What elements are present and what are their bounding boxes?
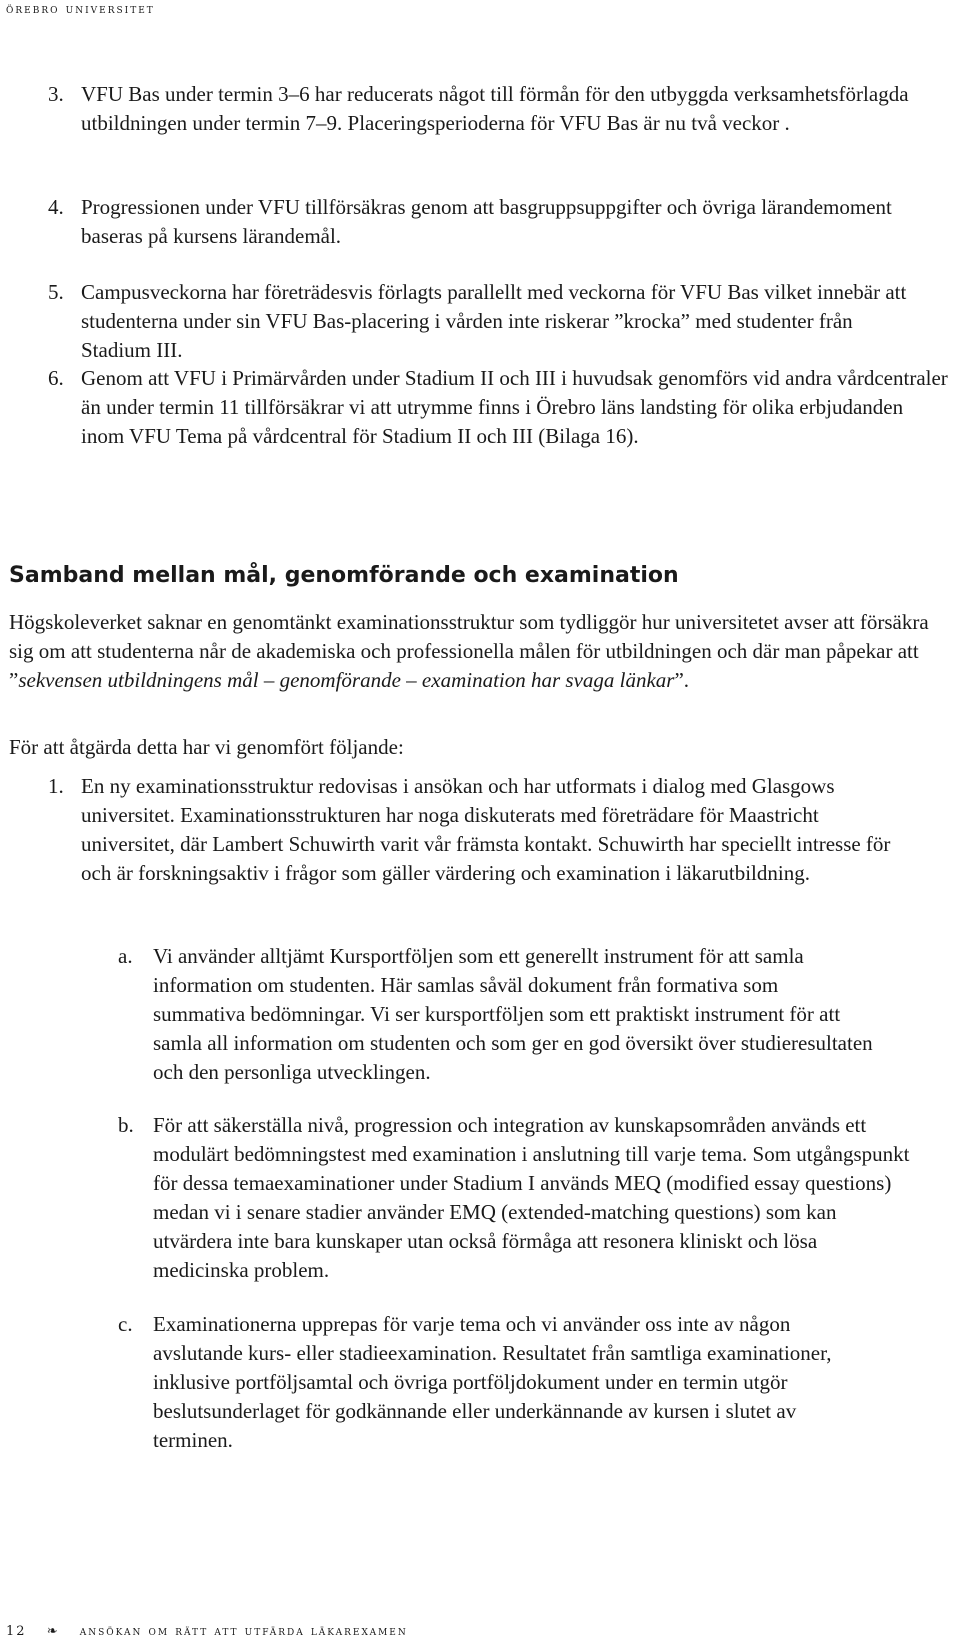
list-text: Campusveckorna har företrädesvis förlagts parallellt med veckorna för VFU Bas vilket innebär att studenterna under sin VFU Bas-placering i vården inte riskerar ”krocka” med studenter från Stadium III.: [81, 280, 907, 362]
running-header: örebro universitet: [6, 2, 155, 17]
list-text: En ny examinationsstruktur redovisas i ansökan och har utformats i dialog med Glasgows universitet. Examinationsstrukturen har noga diskuterats med företrädare för Maastricht universitet, där Lambert Schuwirth varit vår främsta kontakt. Schuwirth har speciellt intresse för och är forskningsaktiv i frågor som gäller värdering och examination i läkarutbildning.: [81, 774, 891, 885]
sub-list-text: För att säkerställa nivå, progression och integration av kunskapsområden används ett modulärt bedömningstest med examination i anslutning till varje tema. Som utgångspunkt för dessa temaexaminationer under Stadium I används MEQ (modified essay questions) medan vi i senare stadier använder EMQ (extended-matching questions) som kan utvärdera inte bara kunskaper utan också förmåga att resonera kliniskt och lösa medicinska problem.: [153, 1113, 910, 1282]
section-paragraph: För att åtgärda detta har vi genomfört följande:: [9, 735, 404, 759]
list-number: 6.: [48, 366, 64, 390]
list-number: 3.: [48, 82, 64, 106]
sub-list-letter: c.: [118, 1312, 133, 1336]
page-number: 12: [6, 1624, 27, 1639]
running-footer: [6, 1624, 422, 1639]
section-paragraph: [9, 608, 929, 695]
sub-list-text: Examinationerna upprepas för varje tema och vi använder oss inte av någon avslutande kurs- eller stadieexamination. Resultatet från samtliga examinationer, inklusive portföljsamtal och övriga portföljdokument under en termin utgör beslutsunderlaget för godkännande eller underkännande av kursen i slutet av terminen.: [153, 1312, 832, 1452]
paragraph-quote: sekvensen utbildningens mål – genomförande – examination har svaga länkar: [18, 668, 675, 692]
paragraph-text: Högskoleverket saknar en genomtänkt examinationsstruktur som tydliggör hur universitetet avser att försäkra sig om att studenterna når de akademiska och professionella målen för utbildningen och där man påpekar att ”: [9, 610, 929, 692]
sub-list-text: Vi använder alltjämt Kursportföljen som ett generellt instrument för att samla information om studenten. Här samlas såväl dokument från formativa som summativa bedömningar. Vi ser kursportföljen som ett praktiskt instrument för att samla all information om studenten och som ger en god översikt över studieresultaten och den personliga utvecklingen.: [153, 944, 873, 1084]
list-text: Progressionen under VFU tillförsäkras genom att basgruppsuppgifter och övriga lärandemoment baseras på kursens lärandemål.: [81, 195, 892, 248]
list-number: 1.: [48, 774, 64, 798]
paragraph-end: ”.: [674, 668, 690, 692]
list-number: 4.: [48, 195, 64, 219]
list-text: VFU Bas under termin 3–6 har reducerats något till förmån för den utbyggda verksamhetsförlagda utbildningen under termin 7–9. Placeringsperioderna för VFU Bas är nu två veckor .: [81, 82, 909, 135]
list-text: Genom att VFU i Primärvården under Stadium II och III i huvudsak genomförs vid andra vårdcentraler än under termin 11 tillförsäkrar vi att utrymme finns i Örebro läns landsting för olika erbjudanden inom VFU Tema på vårdcentral för Stadium II och III (Bilaga 16).: [81, 366, 948, 448]
section-heading: Samband mellan mål, genomförande och examination: [9, 563, 679, 588]
sub-list-letter: a.: [118, 944, 133, 968]
list-number: 5.: [48, 280, 64, 304]
sub-list-letter: b.: [118, 1113, 134, 1137]
footer-title: ansökan om rätt att utfärda läkarexamen: [79, 1624, 408, 1639]
ornament-icon: ❧: [46, 1624, 60, 1639]
